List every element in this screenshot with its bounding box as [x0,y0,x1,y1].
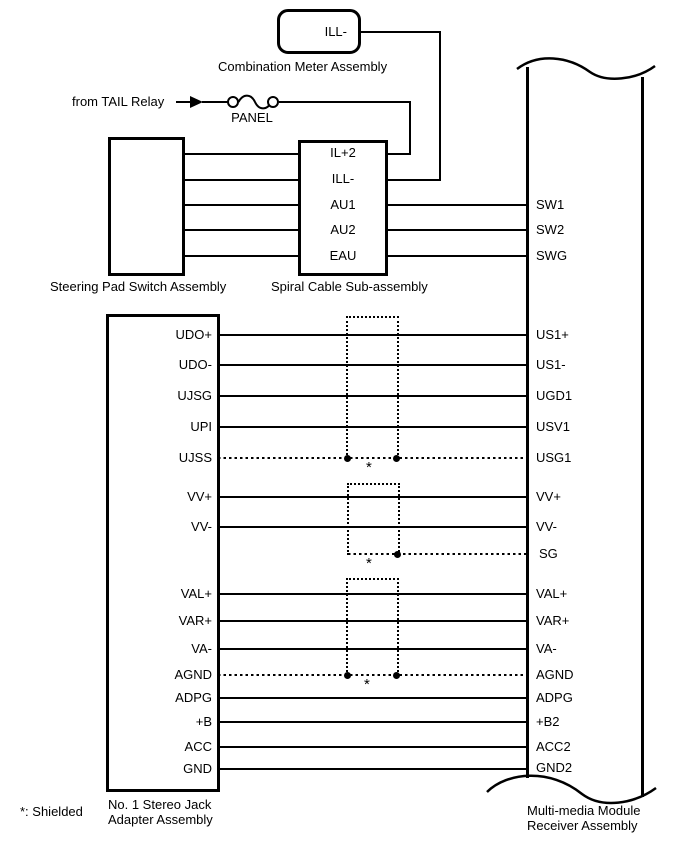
wire-steering-au1 [183,204,300,206]
wire-ujsg-ugd1 [218,395,529,397]
shield-box-us [346,316,399,459]
mm-pin-sg: SG [539,546,558,561]
mm-pin-usg1: USG1 [536,450,572,465]
steering-pad-switch-label: Steering Pad Switch Assembly [50,279,227,294]
jack-pin-gnd: GND [183,761,212,776]
wire-adpg [218,697,529,699]
jack-pin-vv-minus: VV- [191,519,212,534]
jack-pin-vv-plus: VV+ [187,489,212,504]
spiral-cable-label: Spiral Cable Sub-assembly [271,279,428,294]
shield-junction-dot [344,672,351,679]
jack-pin-udo-minus: UDO- [178,357,212,372]
jack-pin-ujss: UJSS [178,450,212,465]
jack-pin-plus-b: +B [195,714,212,729]
tail-relay-label: from TAIL Relay [72,94,165,109]
combination-meter-pin-ill: ILL- [324,23,347,39]
wire-val-plus [218,593,529,595]
jack-pin-acc: ACC [184,739,212,754]
jack-pin-udo-plus: UDO+ [175,327,212,342]
jack-pin-ujsg: UJSG [177,388,212,403]
wire-panel-out [279,101,411,103]
mm-pin-va-minus: VA- [536,641,557,656]
wire-va-minus [218,648,529,650]
mm-pin-vv-plus: VV+ [536,489,561,504]
wire-ill-top [360,31,441,33]
wire-steering-il2 [183,153,300,155]
mm-pin-val-plus: VAL+ [536,586,568,601]
wire-steering-ill [183,179,300,181]
jack-pin-va-minus: VA- [191,641,212,656]
mm-pin-agnd: AGND [536,667,574,682]
mm-pin-var-plus: VAR+ [536,613,570,628]
multimedia-label-line1: Multi-media Module [527,803,641,818]
wire-udo-minus-us1-minus [218,364,529,366]
fuse-panel-label: PANEL [231,110,273,125]
mm-pin-sw2: SW2 [536,222,565,237]
mm-pin-vv-minus: VV- [536,519,557,534]
wire-acc [218,746,529,748]
mm-pin-us1-plus: US1+ [536,327,569,342]
stereo-jack-label-line2: Adapter Assembly [108,812,213,827]
wire-sg-shield [348,553,529,555]
shield-junction-dot [394,551,401,558]
wire-vv-minus [218,526,529,528]
multimedia-label-line2: Receiver Assembly [527,818,638,833]
mm-pin-gnd2: GND2 [536,760,573,775]
wire-var-plus [218,620,529,622]
spiral-pin-il2: IL+2 [330,145,356,160]
wire-agnd-shield [218,674,529,676]
wire-steering-au2 [183,229,300,231]
jack-pin-agnd: AGND [174,667,212,682]
wire-ill-vertical [439,31,441,181]
mm-pin-us1-minus: US1- [536,357,566,372]
mm-pin-adpg: ADPG [536,690,573,705]
jack-pin-var-plus: VAR+ [178,613,212,628]
jack-pin-val-plus: VAL+ [180,586,212,601]
shielded-note: *: Shielded [20,804,83,819]
wire-ill-stub [388,179,441,181]
wire-steering-eau [183,255,300,257]
wire-il2-stub [388,153,411,155]
wire-il2-vertical [409,101,411,155]
shield-junction-dot [393,455,400,462]
wire-ujss-usg1-shield [218,457,529,459]
jack-pin-adpg: ADPG [175,690,212,705]
shield-asterisk-us: * [366,459,372,476]
spiral-pin-ill: ILL- [331,171,355,186]
wire-gnd [218,768,529,770]
stereo-jack-label-line1: No. 1 Stereo Jack [108,797,212,812]
multimedia-receiver-box [480,50,680,820]
spiral-pin-au2: AU2 [330,222,356,237]
spiral-pin-eau: EAU [329,248,357,263]
wire-upi-usv1 [218,426,529,428]
mm-pin-plus-b2: +B2 [536,714,560,729]
wire-vv-plus [218,496,529,498]
mm-pin-swg: SWG [536,248,568,263]
mm-pin-usv1: USV1 [536,419,570,434]
steering-pad-switch-box [108,137,185,276]
mm-pin-acc2: ACC2 [536,739,571,754]
mm-pin-ugd1: UGD1 [536,388,573,403]
combination-meter-label: Combination Meter Assembly [218,59,388,74]
spiral-pin-au1: AU1 [330,197,356,212]
shield-asterisk-vv: * [366,555,372,572]
shield-box-vv [347,483,400,555]
combination-meter-box [277,9,361,54]
wire-plus-b [218,721,529,723]
shield-junction-dot [344,455,351,462]
mm-pin-sw1: SW1 [536,197,565,212]
jack-pin-upi: UPI [190,419,212,434]
shield-junction-dot [393,672,400,679]
shield-asterisk-va: * [364,676,370,693]
wire-udo-plus-us1-plus [218,334,529,336]
